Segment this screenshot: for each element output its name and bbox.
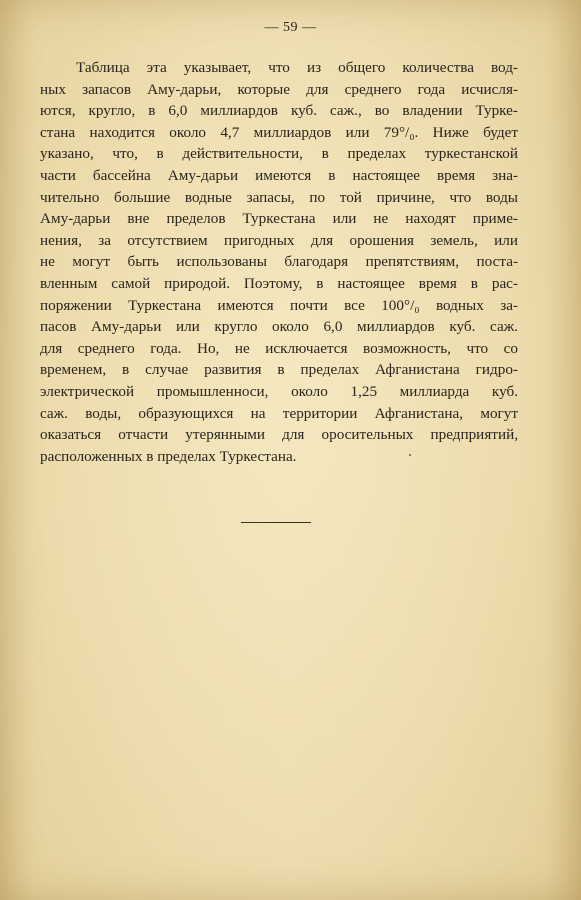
text-line-15: временем, в случае развития в пределах Афганистана гидро-: [40, 361, 518, 379]
text-line-17: саж. воды, образующихся на территории Афганистана, могут: [40, 404, 518, 422]
text-line-14: для среднего года. Но, не исключается возможность, что со: [40, 339, 518, 357]
text-line-5: указано, что, в действительности, в пределах туркестанской: [40, 145, 518, 163]
text-line-9: нения, за отсутствием пригодных для орошения земель, или: [40, 231, 518, 249]
body-paragraph: [40, 57, 518, 467]
text-line-16: электрической промышленноси, около 1,25 миллиарда куб.: [40, 382, 518, 400]
page-number: — 59 —: [264, 20, 317, 35]
text-line-10: не могут быть использованы благодаря препятствиям, поста-: [40, 253, 518, 271]
paper-speck: [409, 454, 411, 456]
text-line-19: расположенных в пределах Туркестана.: [40, 447, 297, 465]
text-line-7: чительно большие водные запасы, по той причине, что воды: [40, 188, 518, 206]
text-line-2: ных запасов Аму-дарьи, которые для среднего года исчисля-: [40, 80, 518, 98]
text-line-8: Аму-дарьи вне пределов Туркестана или не находят приме-: [40, 210, 518, 228]
text-line-3: ются, кругло, в 6,0 миллиардов куб. саж., во владении Турке-: [40, 102, 518, 120]
text-line-1: Таблица эта указывает, что из общего количества вод-: [76, 59, 518, 76]
text-line-6: части бассейна Аму-дарьи имеются в настоящее время зна-: [40, 166, 518, 184]
text-line-12: поряжении Туркестана имеются почти все 100°/₀ водных за-: [40, 296, 518, 314]
section-divider: [241, 522, 311, 523]
text-line-18: оказаться отчасти утерянными для оросительных предприятий,: [40, 426, 518, 444]
text-line-11: вленным самой природой. Поэтому, в настоящее время в рас-: [40, 274, 518, 292]
text-line-4: стана находится около 4,7 миллиардов или 79°/₀. Ниже будет: [40, 123, 518, 141]
text-line-13: пасов Аму-дарьи или кругло около 6,0 миллиардов куб. саж.: [40, 318, 518, 336]
